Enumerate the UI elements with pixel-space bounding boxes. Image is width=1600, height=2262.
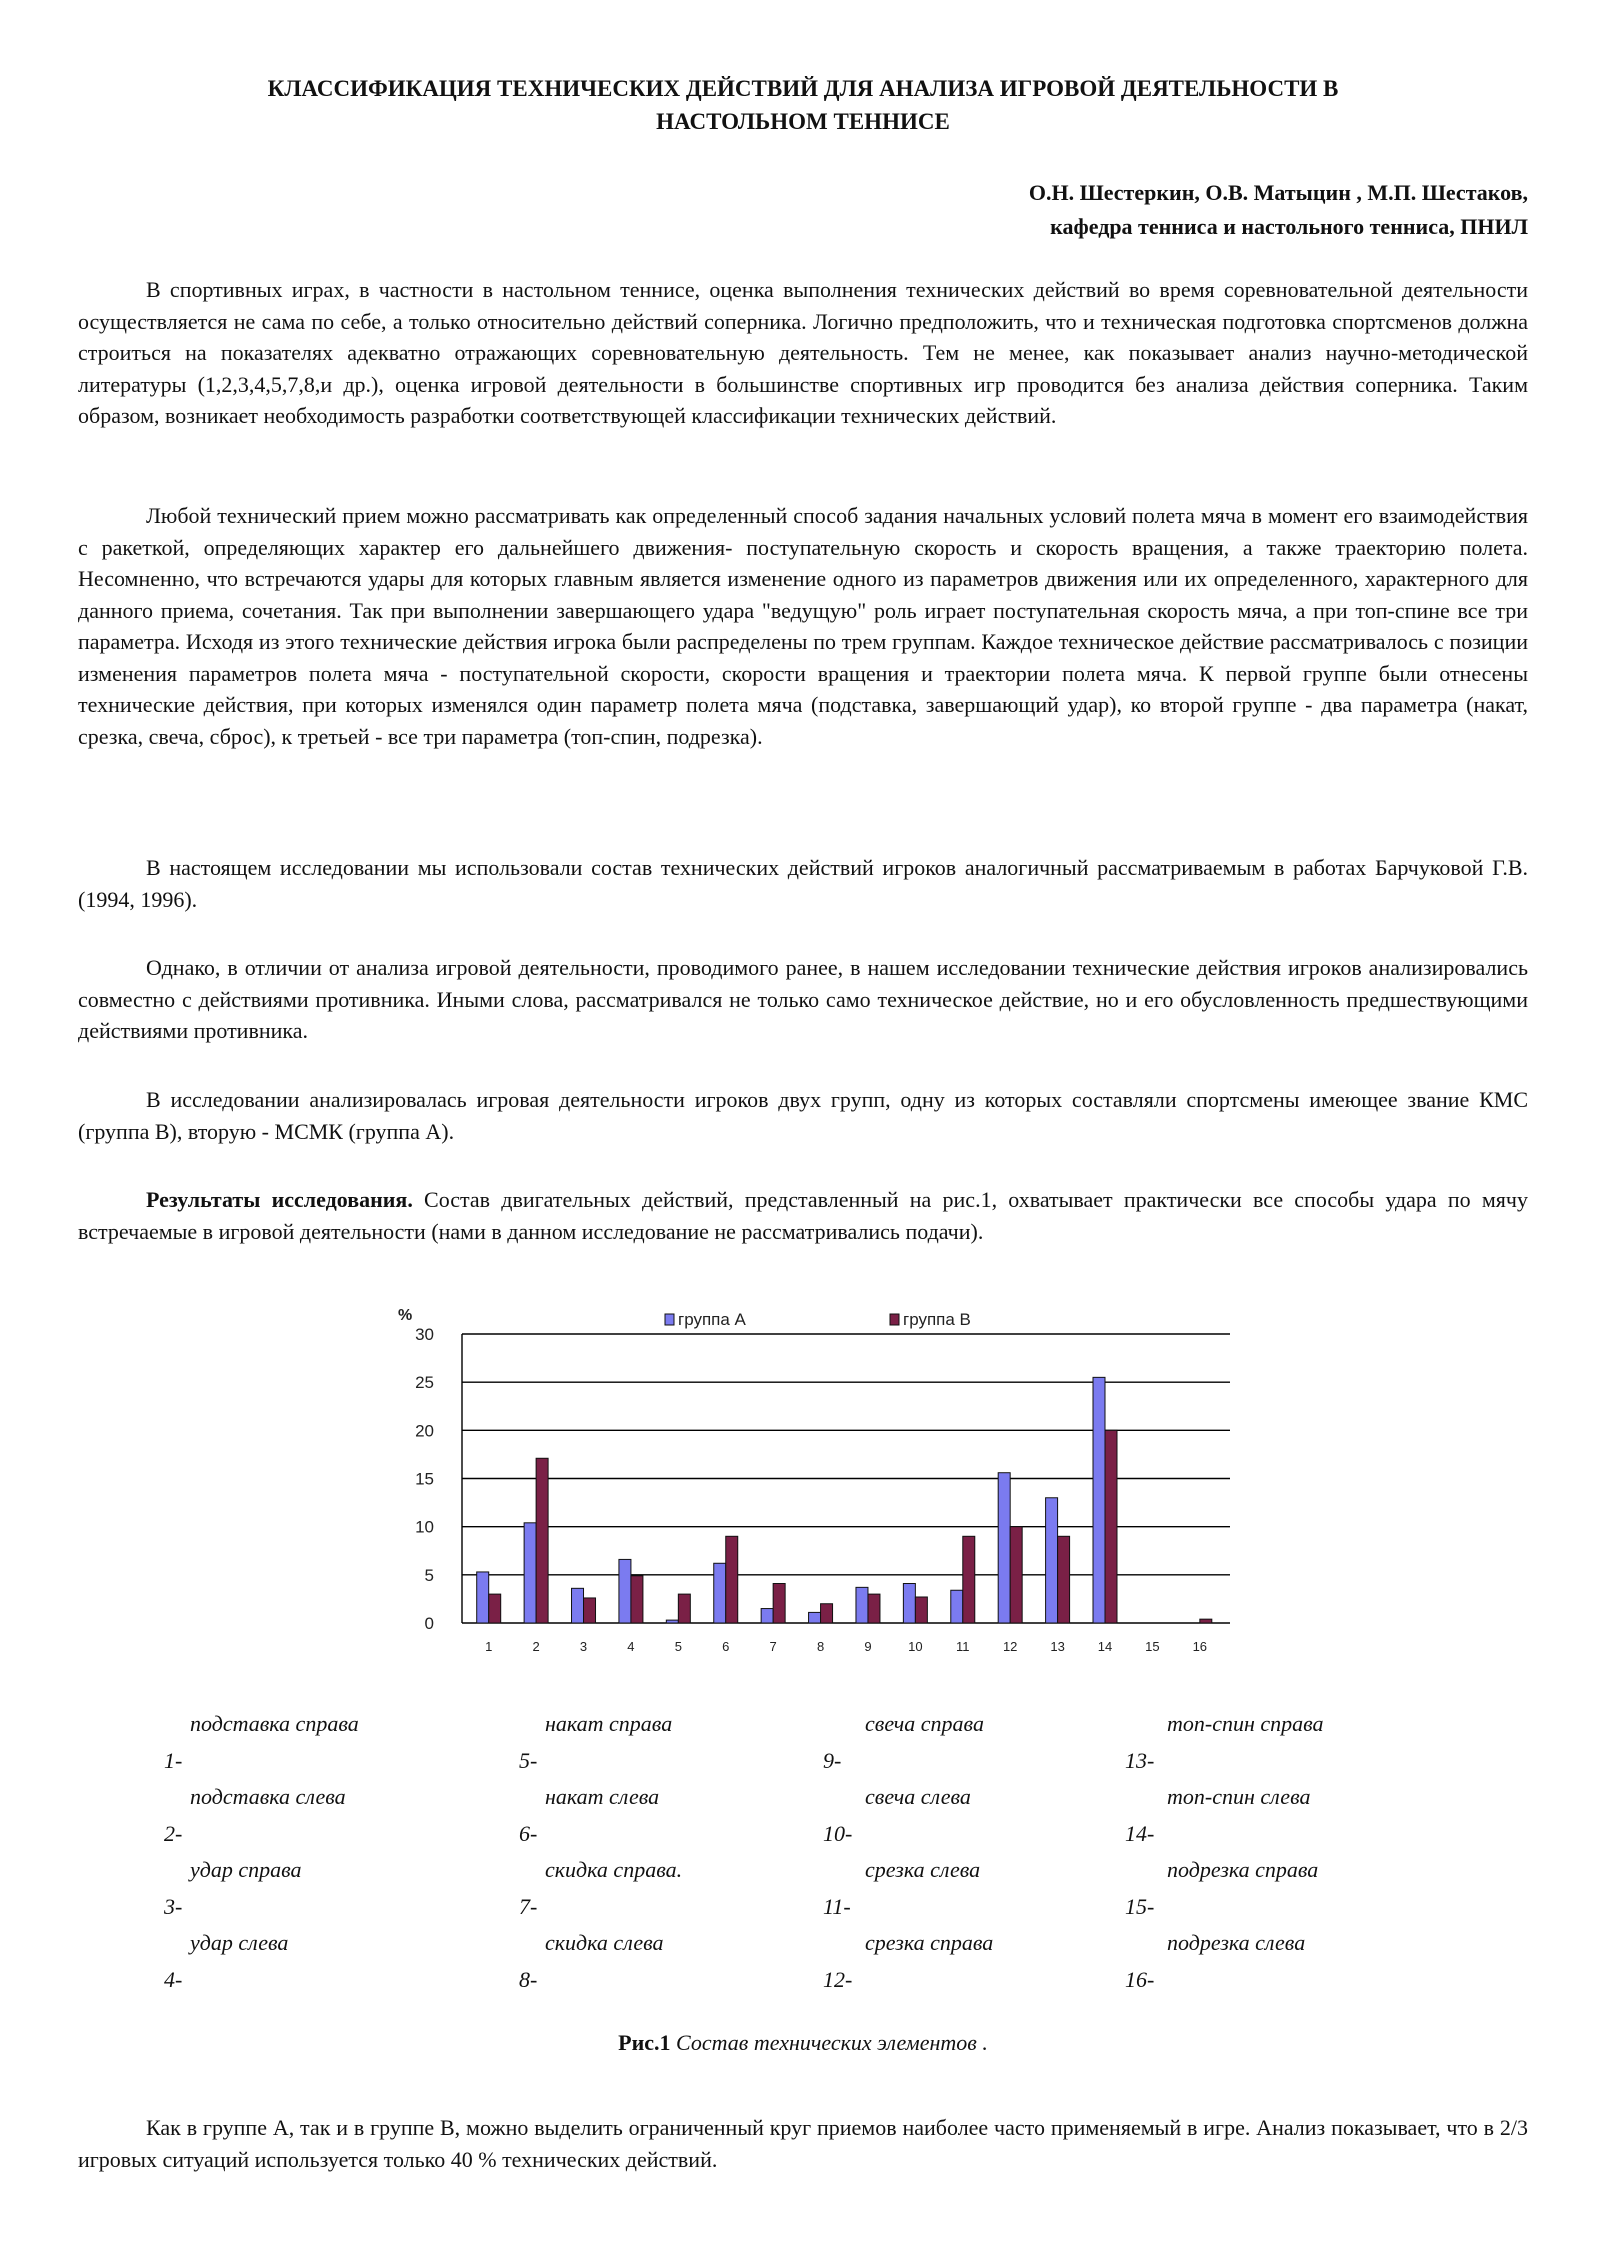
x-tick-label: 7 — [769, 1639, 777, 1654]
x-tick-label: 1 — [485, 1639, 493, 1654]
bar-group-a — [1046, 1498, 1058, 1623]
bar-group-b — [821, 1604, 833, 1623]
legend-item-number: 10- — [823, 1821, 853, 1846]
paragraph-results — [78, 1184, 1528, 1247]
authors-names: О.Н. Шестеркин, О.В. Матыцин , М.П. Шестаков, — [1028, 180, 1528, 205]
legend-item-name: удар справа — [190, 1857, 302, 1882]
paragraph-3: В настоящем исследовании мы использовали состав технических действий игроков аналогичный рассматриваемым в работах Барчуковой Г.В. (1994, 1996). — [78, 855, 1528, 912]
x-tick-label: 3 — [579, 1639, 588, 1654]
legend-item-number: 13- — [1125, 1748, 1155, 1773]
authors-affiliation: кафедра тенниса и настольного тенниса, ПНИЛ — [1050, 214, 1528, 239]
x-tick-label: 4 — [627, 1639, 635, 1654]
title-line-2: НАСТОЛЬНОМ ТЕННИСЕ — [656, 109, 950, 134]
bar-group-a — [714, 1563, 726, 1623]
legend-label: группа А — [678, 1310, 746, 1329]
x-tick-label: 16 — [1192, 1639, 1208, 1654]
bar-group-b — [1200, 1619, 1212, 1623]
bar-group-b — [726, 1536, 738, 1623]
bar-group-a — [1093, 1377, 1105, 1623]
y-tick-label: 20 — [415, 1421, 434, 1441]
x-tick-label: 6 — [722, 1639, 730, 1654]
legend-item-name: срезка справа — [865, 1930, 994, 1955]
bar-group-a — [903, 1584, 915, 1623]
legend-item-name: накат справа — [545, 1711, 673, 1736]
authors-block — [78, 176, 1528, 244]
x-tick-label: 2 — [532, 1639, 540, 1654]
results-text: Состав двигательных действий, представленный на рис.1, охватывает практически все способы удара по мячу встречаемые в игровой деятельности (нами в данном исследование не рассматривались подачи). — [78, 1187, 1528, 1244]
legend-item-number: 15- — [1125, 1894, 1155, 1919]
paragraph-4: Однако, в отличии от анализа игровой деятельности, проводимого ранее, в нашем исследовании технические действия игроков анализировались совместно с действиями противника. Иными слова, рассматривался не только само техническое действие, но и его обусловленность предшествующими действиями противника. — [78, 955, 1528, 1043]
bar-group-a — [998, 1473, 1010, 1623]
y-tick-label: 15 — [415, 1469, 434, 1489]
legend-label: группа В — [903, 1310, 971, 1329]
bar-group-b — [536, 1458, 548, 1623]
bar-group-a — [477, 1572, 489, 1623]
bar-group-b — [584, 1598, 596, 1623]
bar-group-b — [1105, 1430, 1117, 1623]
bar-group-b — [1010, 1527, 1022, 1623]
legend-item-number: 8- — [519, 1967, 538, 1992]
x-tick-label: 13 — [1050, 1639, 1065, 1654]
legend-item-number: 1- — [164, 1748, 183, 1773]
legend-item-number: 6- — [519, 1821, 538, 1846]
bar-group-b — [489, 1594, 501, 1623]
x-tick-label: 15 — [1145, 1639, 1160, 1654]
legend-item-number: 16- — [1125, 1967, 1155, 1992]
legend-item-number: 9- — [823, 1748, 842, 1773]
y-tick-label: 30 — [415, 1325, 434, 1344]
y-tick-label: 0 — [424, 1614, 434, 1633]
legend-item-name: удар слева — [190, 1930, 289, 1955]
x-tick-label: 14 — [1097, 1639, 1113, 1654]
bar-chart — [390, 1290, 1240, 1670]
legend-swatch — [665, 1314, 674, 1325]
bar-group-a — [572, 1588, 584, 1623]
legend-item-number: 3- — [164, 1894, 183, 1919]
x-tick-label: 5 — [674, 1639, 682, 1654]
bar-group-b — [963, 1536, 975, 1623]
title-line-1: КЛАССИФИКАЦИЯ ТЕХНИЧЕСКИХ ДЕЙСТВИЙ ДЛЯ АНАЛИЗА ИГРОВОЙ ДЕЯТЕЛЬНОСТИ В — [267, 76, 1339, 101]
bar-group-a — [524, 1523, 536, 1623]
legend-item-name: свеча слева — [865, 1784, 971, 1809]
legend-item-name: подрезка справа — [1167, 1857, 1319, 1882]
legend-item-number: 14- — [1125, 1821, 1155, 1846]
paragraph-5: В исследовании анализировалась игровая деятельности игроков двух групп, одну из которых составляли спортсмены имеющее звание КМС (группа В), вторую - МСМК (группа А). — [78, 1087, 1528, 1144]
paragraph-1: В спортивных играх, в частности в настольном теннисе, оценка выполнения технических действий во время соревновательной деятельности осуществляется не сама по себе, а только относительно действий соперника. Логично предположить, что и техническая подготовка спортсменов должна строиться на показателях адекватно отражающих соревновательную деятельность. Тем не менее, как показывает анализ научно-методической литературы (1,2,3,4,5,7,8,и др.), оценка игровой деятельности в большинстве спортивных игр проводится без анализа действия соперника. Таким образом, возникает необходимость разработки соответствующей классификации технических действий. — [78, 277, 1528, 428]
bar-group-b — [678, 1594, 690, 1623]
legend-item-name: топ-спин слева — [1167, 1784, 1311, 1809]
figure-caption — [78, 2030, 1528, 2056]
bar-group-b — [773, 1584, 785, 1623]
y-tick-label: 25 — [415, 1373, 434, 1393]
bar-group-b — [915, 1597, 927, 1623]
x-tick-label: 9 — [864, 1639, 872, 1654]
bar-group-b — [868, 1594, 880, 1623]
legend-item-number: 4- — [164, 1967, 183, 1992]
bar-group-a — [856, 1587, 868, 1623]
paper-title — [78, 72, 1528, 138]
paragraph-2: Любой технический прием можно рассматривать как определенный способ задания начальных условий полета мяча в момент его взаимодействия с ракеткой, определяющих характер его дальнейшего движения- поступательную скорость и скорость вращения, а также траекторию полета. Несомненно, что встречаются удары для которых главным является изменение одного из параметров движения или их определенного, характерного для данного приема, сочетания. Так при выполнении завершающего удара "ведущую" роль играет поступательная скорость мяча, а при топ-спине все три параметра. Исходя из этого технические действия игрока были распределены по трем группам. Каждое техническое действие рассматривалось с позиции изменения параметров полета мяча - поступательной скорости, скорости вращения и траектории полета мяча. К первой группе были отнесены технические действия, при которых изменялся один параметр полета мяча (подставка, завершающий удар), ко второй группе - два параметра (накат, срезка, свеча, сброс), к третьей - все три параметра (топ-спин, подрезка). — [78, 503, 1528, 749]
paragraph-7: Как в группе А, так и в группе В, можно выделить ограниченный круг приемов наиболее часто применяемый в игре. Анализ показывает, что в 2/3 игровых ситуаций используется только 40 % технических действий. — [78, 2115, 1528, 2172]
legend-item-name: скидка справа. — [545, 1857, 683, 1882]
bar-group-a — [761, 1609, 773, 1623]
y-tick-label: 5 — [424, 1565, 434, 1585]
legend-item-number: 7- — [519, 1894, 538, 1919]
legend-item-name: скидка слева — [545, 1930, 664, 1955]
legend-item-name: подрезка слева — [1167, 1930, 1306, 1955]
legend-item-name: срезка слева — [865, 1857, 981, 1882]
legend-item-number: 12- — [823, 1967, 853, 1992]
x-tick-label: 8 — [816, 1639, 825, 1654]
x-tick-label: 10 — [908, 1639, 923, 1654]
x-tick-label: 12 — [1002, 1639, 1018, 1654]
legend-item-number: 5- — [519, 1748, 538, 1773]
legend-item-name: подставка справа — [190, 1711, 359, 1736]
bar-group-a — [809, 1612, 821, 1623]
legend-item-number: 2- — [164, 1821, 183, 1846]
legend-item-name: подставка слева — [190, 1784, 346, 1809]
legend-item-name: топ-спин справа — [1167, 1711, 1324, 1736]
y-tick-label: 10 — [415, 1517, 434, 1537]
caption-text: Состав технических элементов . — [670, 2030, 988, 2055]
legend-item-number: 11- — [823, 1894, 851, 1919]
legend-item-name: свеча справа — [865, 1711, 984, 1736]
bar-group-a — [951, 1590, 963, 1623]
bar-group-b — [631, 1576, 643, 1623]
legend-item-name: накат слева — [545, 1784, 660, 1809]
results-heading: Результаты исследования. — [146, 1187, 413, 1212]
bar-group-b — [1058, 1536, 1070, 1623]
y-axis-label: % — [398, 1307, 413, 1324]
caption-label: Рис.1 — [618, 2030, 671, 2055]
bar-group-a — [619, 1559, 631, 1623]
legend-swatch — [890, 1314, 899, 1325]
x-tick-label: 11 — [956, 1639, 970, 1654]
bar-group-a — [666, 1620, 678, 1623]
